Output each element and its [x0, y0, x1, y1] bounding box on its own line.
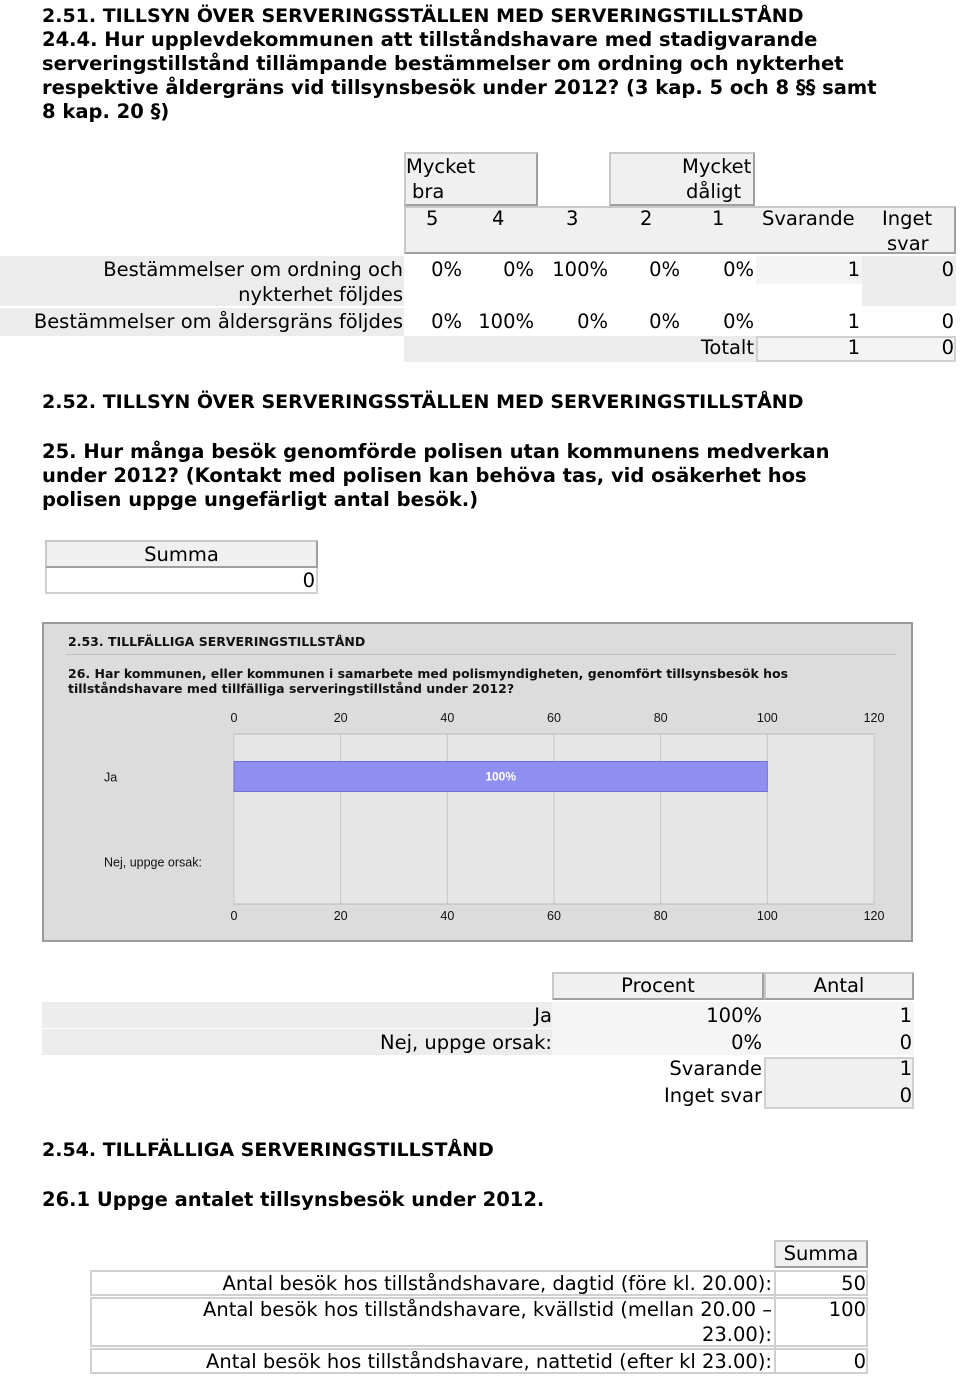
category-label: Nej, uppge orsak: [104, 855, 202, 870]
header-row [404, 206, 956, 254]
cell-value: 100% [552, 258, 608, 281]
column-header: Procent [621, 974, 695, 997]
column-header: 5 [426, 207, 439, 230]
cell-value: 0% [731, 1031, 762, 1054]
column-header: Inget [882, 207, 933, 230]
cell-value: 0% [431, 258, 462, 281]
summa-label: Summa [783, 1242, 859, 1265]
x-tick-label-bottom: 40 [440, 909, 455, 923]
x-tick-label-top: 120 [863, 711, 885, 725]
category-label: Ja [104, 770, 118, 785]
summa-value: 0 [302, 569, 315, 592]
scale-bottom-label: Mycket [682, 155, 752, 178]
cell-value: 1 [847, 310, 860, 333]
column-header: 1 [712, 207, 725, 230]
question-line: 26.1 Uppge antalet tillsynsbesök under 2012. [42, 1188, 545, 1211]
row-label: nykterhet följdes [238, 283, 403, 306]
cell-value: 0 [941, 258, 954, 281]
column-header: 3 [566, 207, 579, 230]
cell-value: 100% [478, 310, 534, 333]
cell-value: 0% [723, 310, 754, 333]
row-label: Ja [534, 1004, 552, 1027]
row-label: Antal besök hos tillståndshavare, kvällstid (mellan 20.00 – [203, 1298, 772, 1321]
question-line: 8 kap. 20 §) [42, 100, 170, 123]
cell-value: 0% [649, 258, 680, 281]
chart-title: 2.53. TILLFÄLLIGA SERVERINGSTILLSTÅND [68, 634, 366, 649]
question-line: 24.4. Hur upplevdekommunen att tillståndshavare med stadigvarande [42, 28, 818, 51]
svarande-value: 1 [899, 1057, 912, 1080]
scale-top-label: bra [412, 180, 445, 203]
column-header: Antal [813, 974, 865, 997]
cell-value: 0% [503, 258, 534, 281]
x-tick-label-top: 80 [653, 711, 668, 725]
x-tick-label-bottom: 20 [333, 909, 348, 923]
row-label: Nej, uppge orsak: [379, 1031, 552, 1054]
question-line: polisen uppge ungefärligt antal besök.) [42, 488, 479, 511]
x-tick-label-top: 60 [547, 711, 561, 725]
question-line: 25. Hur många besök genomförde polisen utan kommunens medverkan [42, 440, 830, 463]
question-line: respektive åldergräns vid tillsynsbesök under 2012? (3 kap. 5 och 8 §§ samt [42, 76, 877, 99]
column-header: 4 [492, 207, 505, 230]
question-line: serveringstillstånd tillämpande bestämmelser om ordning och nykterhet [42, 52, 844, 75]
cell-value: 0 [941, 310, 954, 333]
chart-image [42, 622, 913, 942]
bar-chart [44, 624, 911, 940]
x-tick-label-top: 0 [230, 711, 238, 725]
total-value: 0 [941, 336, 954, 359]
x-tick-label-bottom: 0 [230, 909, 238, 923]
row-label: Antal besök hos tillståndshavare, nattetid (efter kl 23.00): [206, 1350, 772, 1373]
section-heading-254: 2.54. TILLFÄLLIGA SERVERINGSTILLSTÅND [42, 1139, 494, 1161]
x-tick-label-top: 40 [440, 711, 455, 725]
cell-value: 0% [723, 258, 754, 281]
row-value: 100 [828, 1298, 866, 1321]
section-heading-251: 2.51. TILLSYN ÖVER SERVERINGSSTÄLLEN MED SERVERINGSTILLSTÅND [42, 5, 804, 27]
scale-top-label: Mycket [406, 155, 476, 178]
x-tick-label-top: 100 [756, 711, 778, 725]
row-label: Bestämmelser om åldersgräns följdes [33, 310, 403, 333]
column-header: svar [887, 232, 929, 255]
column-header: 2 [640, 207, 653, 230]
chart-subtitle: 26. Har kommunen, eller kommunen i samarbete med polismyndigheten, genomfört tillsynsbesök hos [68, 666, 789, 681]
row-label: Antal besök hos tillståndshavare, dagtid (före kl. 20.00): [222, 1272, 772, 1295]
cell-value: 0% [431, 310, 462, 333]
cell-value: 0% [577, 310, 608, 333]
question-line: under 2012? (Kontakt med polisen kan behöva tas, vid osäkerhet hos [42, 464, 807, 487]
inget-svar-value: 0 [899, 1084, 912, 1107]
row-label: Bestämmelser om ordning och [103, 258, 403, 281]
x-tick-label-bottom: 100 [756, 909, 778, 923]
column-header: Svarande [762, 207, 855, 230]
cell-value: 1 [847, 258, 860, 281]
svarande-label: Svarande [669, 1057, 762, 1080]
x-tick-label-bottom: 60 [547, 909, 561, 923]
summa-label: Summa [144, 543, 219, 566]
cell-value: 1 [899, 1004, 912, 1027]
x-tick-label-bottom: 80 [653, 909, 668, 923]
total-label: Totalt [700, 336, 754, 359]
section-heading-252: 2.52. TILLSYN ÖVER SERVERINGSSTÄLLEN MED SERVERINGSTILLSTÅND [42, 391, 804, 413]
x-tick-label-bottom: 120 [863, 909, 885, 923]
bar-value-label: 100% [485, 769, 517, 784]
cell-value: 0 [899, 1031, 912, 1054]
total-value: 1 [847, 336, 860, 359]
cell-value: 100% [706, 1004, 762, 1027]
scale-bottom-label: dåligt [686, 180, 742, 203]
row-label: 23.00): [701, 1323, 772, 1346]
cell-value: 0% [649, 310, 680, 333]
row-value: 50 [841, 1272, 866, 1295]
chart-subtitle: tillståndshavare med tillfälliga serveringstillstånd under 2012? [68, 681, 515, 696]
x-tick-label-top: 20 [333, 711, 348, 725]
inget-svar-label: Inget svar [664, 1084, 762, 1107]
row-value: 0 [853, 1350, 866, 1373]
